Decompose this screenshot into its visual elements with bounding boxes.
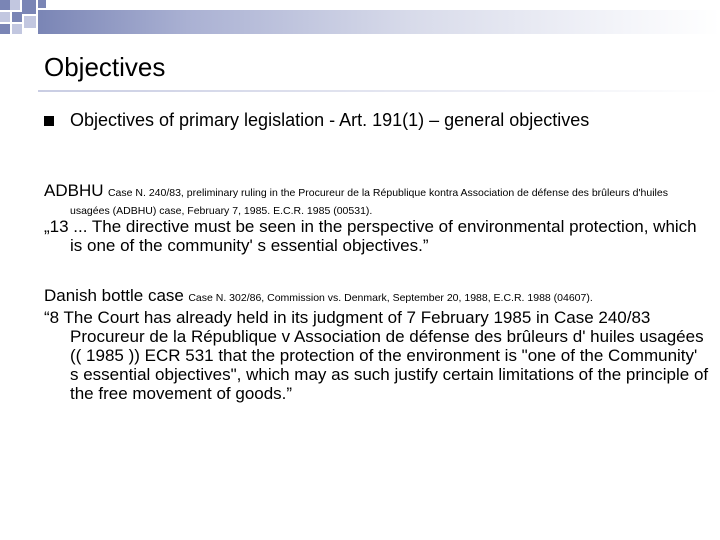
danish-label: Danish bottle case [44,286,184,305]
quote-13: „13 ... The directive must be seen in the perspective of environmental protection, which is one of the community' s essential objectives.” [44,217,697,255]
deco-square [10,0,20,10]
title-divider [38,90,720,92]
danish-paragraph [44,286,710,306]
quote-8: “8 The Court has already held in its judgment of 7 February 1985 in Case 240/83 Procureur de la République v Association de défense des brûleurs d' huiles usagées (( 1985 )) ECR 531 that the protection of the environment is "one of the Community' s essential objectives", which may as such justify certain limitations of the principle of the free movement of goods.” [44,308,709,403]
deco-square [12,24,22,34]
bullet-text: Objectives of primary legislation - Art. 191(1) – general objectives [70,110,590,130]
deco-square [0,0,10,10]
danish-citation: Case N. 302/86, Commission vs. Denmark, September 20, 1988, E.C.R. 1988 (04607). [188,292,593,304]
deco-square [0,12,10,22]
deco-square [24,16,36,28]
adbhu-label: ADBHU [44,181,104,200]
adbhu-citation: Case N. 240/83, preliminary ruling in the Procureur de la République kontra Association de défense des brûleurs d'huiles usagées (ADBHU) case, February 7, 1985. E.C.R. 1985 (00531). [70,187,668,217]
deco-square [0,24,10,34]
adbhu-paragraph [44,181,710,219]
deco-square [22,0,36,14]
header-decoration [0,0,720,40]
deco-square [12,12,22,22]
deco-square [38,0,46,8]
slide-title: Objectives [44,52,166,82]
header-band [38,10,720,34]
square-bullet-icon [44,116,54,126]
